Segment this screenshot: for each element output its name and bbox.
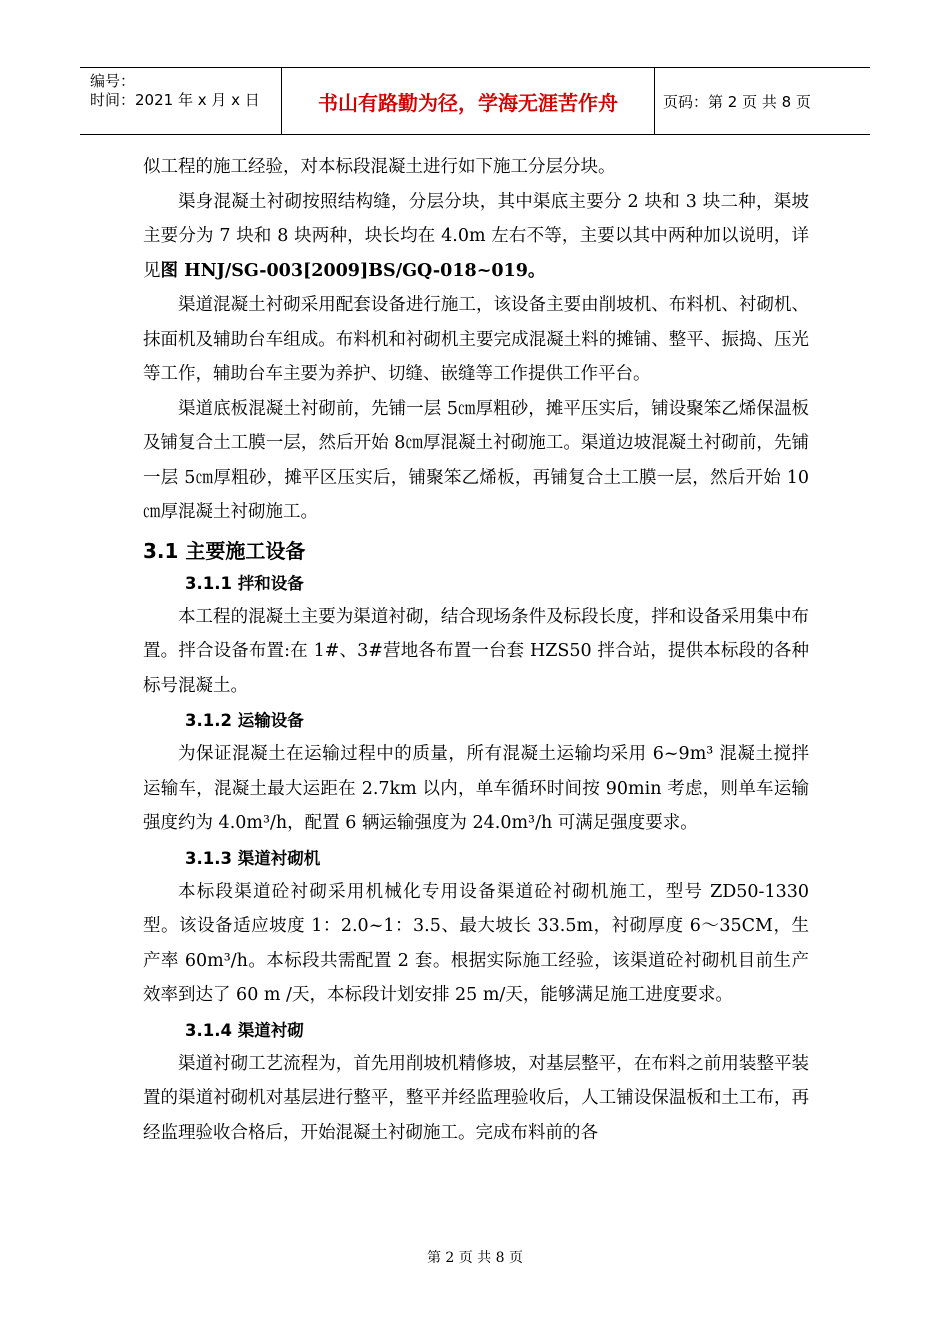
- paragraph-7: 本标段渠道砼衬砌采用机械化专用设备渠道砼衬砌机施工，型号 ZD50-1330 型。该设备适应坡度 1：2.0~1：3.5、最大坡长 33.5m，衬砌厚度 6～35CM，生产率 60m³/h。本标段共需配置 2 套。根据实际施工经验，该渠道砼衬砌机目前生产效率到达了 60 m /天，本标段计划安排 25 m/天，能够满足施工进度要求。: [143, 881, 809, 1005]
- number-label: 编号：: [90, 72, 136, 90]
- time-label: 时间：2021 年 x 月 x 日: [90, 91, 260, 109]
- paragraph-3: 渠道混凝土衬砌采用配套设备进行施工，该设备主要由削坡机、布料机、衬砌机、抹面机及辅助台车组成。布料机和衬砌机主要完成混凝土料的摊铺、整平、振捣、压光等工作，辅助台车主要为养护、切缝、嵌缝等工作提供工作平台。: [143, 295, 809, 384]
- page-footer: 第 2 页 共 8 页: [426, 1250, 524, 1266]
- paragraph-2-text: 渠身混凝土衬砌按照结构缝，分层分块，其中渠底主要分 2 块和 3 块二种，渠坡主要分为 7 块和 8 块两种，块长均在 4.0m 左右不等，主要以其中两种加以说明，详见: [143, 191, 809, 281]
- subsection-heading-3-1-1: 3.1.1 拌和设备: [185, 573, 304, 593]
- paragraph-8: 渠道衬砌工艺流程为，首先用削坡机精修坡，对基层整平，在布料之前用装整平装置的渠道衬砌机对基层进行整平，整平并经监理验收后，人工铺设保温板和土工布，再经监理验收合格后，开始混凝土衬砌施工。完成布料前的各: [143, 1053, 809, 1143]
- section-heading-3-1: 3.1 主要施工设备: [143, 538, 306, 563]
- paragraph-4: 渠道底板混凝土衬砌前，先铺一层 5㎝厚粗砂，摊平压实后，铺设聚笨乙烯保温板及铺复合土工膜一层，然后开始 8㎝厚混凝土衬砌施工。渠道边坡混凝土衬砌前，先铺一层 5㎝厚粗砂，摊平区压实后，铺聚笨乙烯板，再铺复合土工膜一层，然后开始 10㎝厚混凝土衬砌施工。: [143, 398, 809, 522]
- subsection-heading-3-1-2: 3.1.2 运输设备: [185, 711, 304, 730]
- subsection-heading-3-1-3: 3.1.3 渠道衬砌机: [185, 848, 321, 868]
- paragraph-2: [143, 185, 809, 289]
- paragraph-5: 本工程的混凝土主要为渠道衬砌，结合现场条件及标段长度，拌和设备采用集中布置。拌合设备布置:在 1#、3#营地各布置一台套 HZS50 拌合站，提供本标段的各种标号混凝土。: [143, 606, 809, 696]
- subsection-heading-3-1-4: 3.1.4 渠道衬砌: [185, 1020, 304, 1040]
- document-header: [80, 67, 870, 135]
- header-motto: 书山有路勤为径，学海无涯苦作舟: [281, 68, 655, 134]
- header-meta: [80, 68, 281, 134]
- header-page-label: 页码：第 2 页 共 8 页: [663, 92, 811, 111]
- paragraph-1: 似工程的施工经验，对本标段混凝土进行如下施工分层分块。: [143, 157, 616, 177]
- paragraph-6: 为保证混凝土在运输过程中的质量，所有混凝土运输均采用 6~9m³ 混凝土搅拌运输车，混凝土最大运距在 2.7km 以内，单车循环时间按 90min 考虑，则单车运输强度约为 4.0m³/h，配置 6 辆运输强度为 24.0m³/h 可满足强度要求。: [143, 744, 809, 833]
- paragraph-2-figure-ref: 图 HNJ/SG-003[2009]BS/GQ-018~019。: [160, 260, 546, 281]
- document-body: [143, 150, 809, 1150]
